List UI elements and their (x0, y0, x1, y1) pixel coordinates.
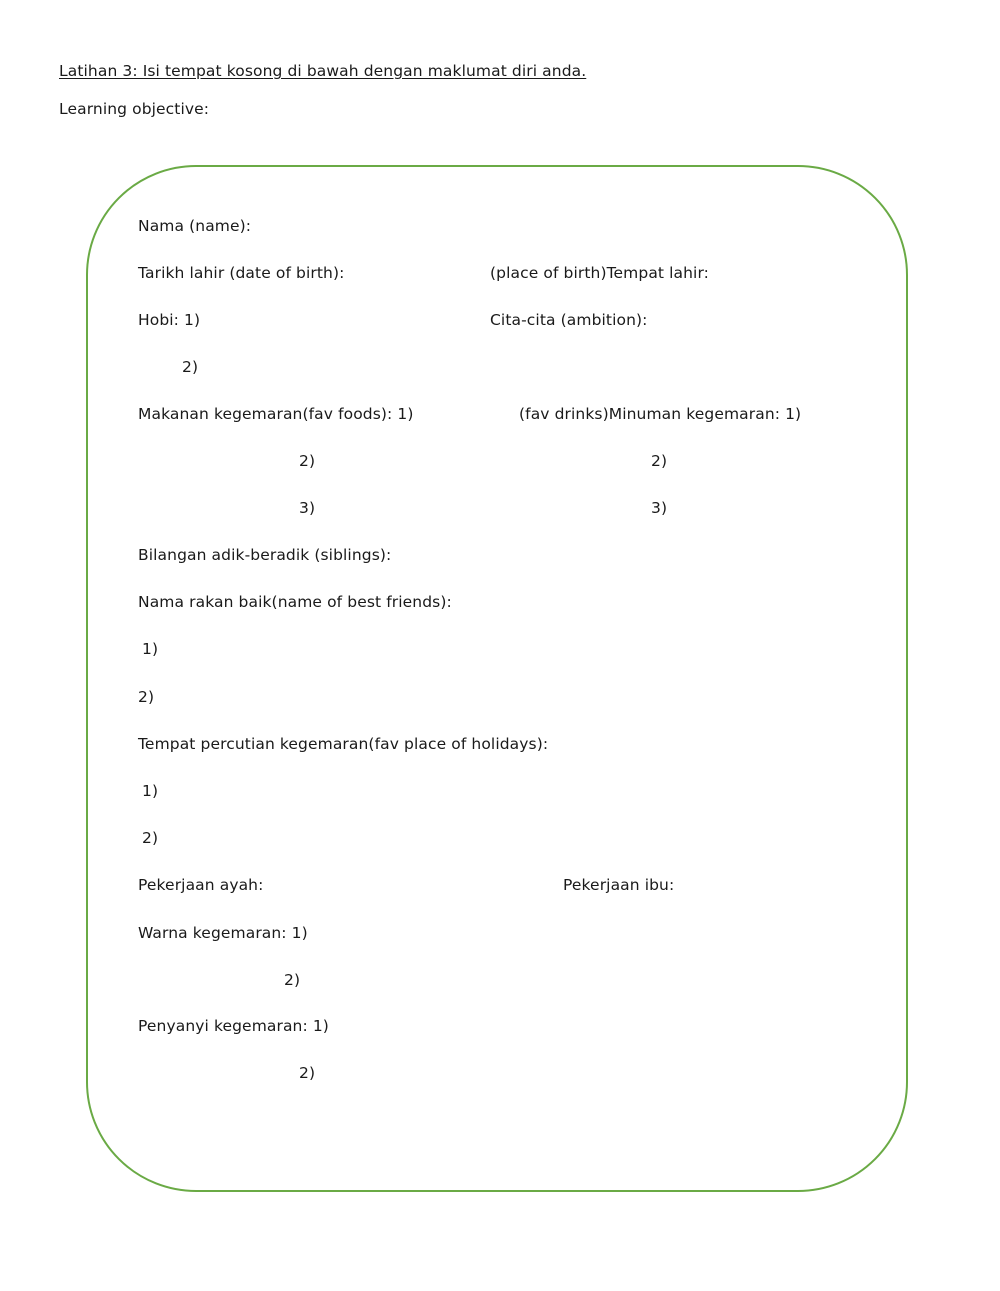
siblings-field-label: Bilangan adik-beradik (siblings): (138, 546, 392, 564)
father-job-label: Pekerjaan ayah: (138, 876, 264, 894)
best-friends-item-2: 2) (138, 688, 155, 706)
learning-objective-label: Learning objective: (59, 100, 210, 118)
fav-holidays-label: Tempat percutian kegemaran(fav place of holidays): (138, 735, 549, 753)
fav-foods-label: Makanan kegemaran(fav foods): 1) (138, 405, 414, 423)
fav-drinks-item-3: 3) (651, 499, 668, 517)
fav-drinks-item-2: 2) (651, 452, 668, 470)
name-field-label: Nama (name): (138, 217, 252, 235)
hobbies-item-2: 2) (182, 358, 199, 376)
pob-field-label: (place of birth)Tempat lahir: (490, 264, 709, 282)
best-friends-item-1: 1) (142, 640, 159, 658)
fav-foods-item-3: 3) (299, 499, 316, 517)
best-friends-label: Nama rakan baik(name of best friends): (138, 593, 452, 611)
fav-singers-item-2: 2) (299, 1064, 316, 1082)
fav-singers-label: Penyanyi kegemaran: 1) (138, 1017, 329, 1035)
mother-job-label: Pekerjaan ibu: (563, 876, 675, 894)
dob-field-label: Tarikh lahir (date of birth): (138, 264, 345, 282)
fav-holidays-item-2: 2) (142, 829, 159, 847)
page-title: Latihan 3: Isi tempat kosong di bawah dengan maklumat diri anda. (59, 62, 587, 80)
fav-drinks-label: (fav drinks)Minuman kegemaran: 1) (519, 405, 802, 423)
fav-holidays-item-1: 1) (142, 782, 159, 800)
hobbies-field-label: Hobi: 1) (138, 311, 201, 329)
fav-colors-label: Warna kegemaran: 1) (138, 924, 308, 942)
fav-foods-item-2: 2) (299, 452, 316, 470)
fav-colors-item-2: 2) (284, 971, 301, 989)
ambition-field-label: Cita-cita (ambition): (490, 311, 648, 329)
